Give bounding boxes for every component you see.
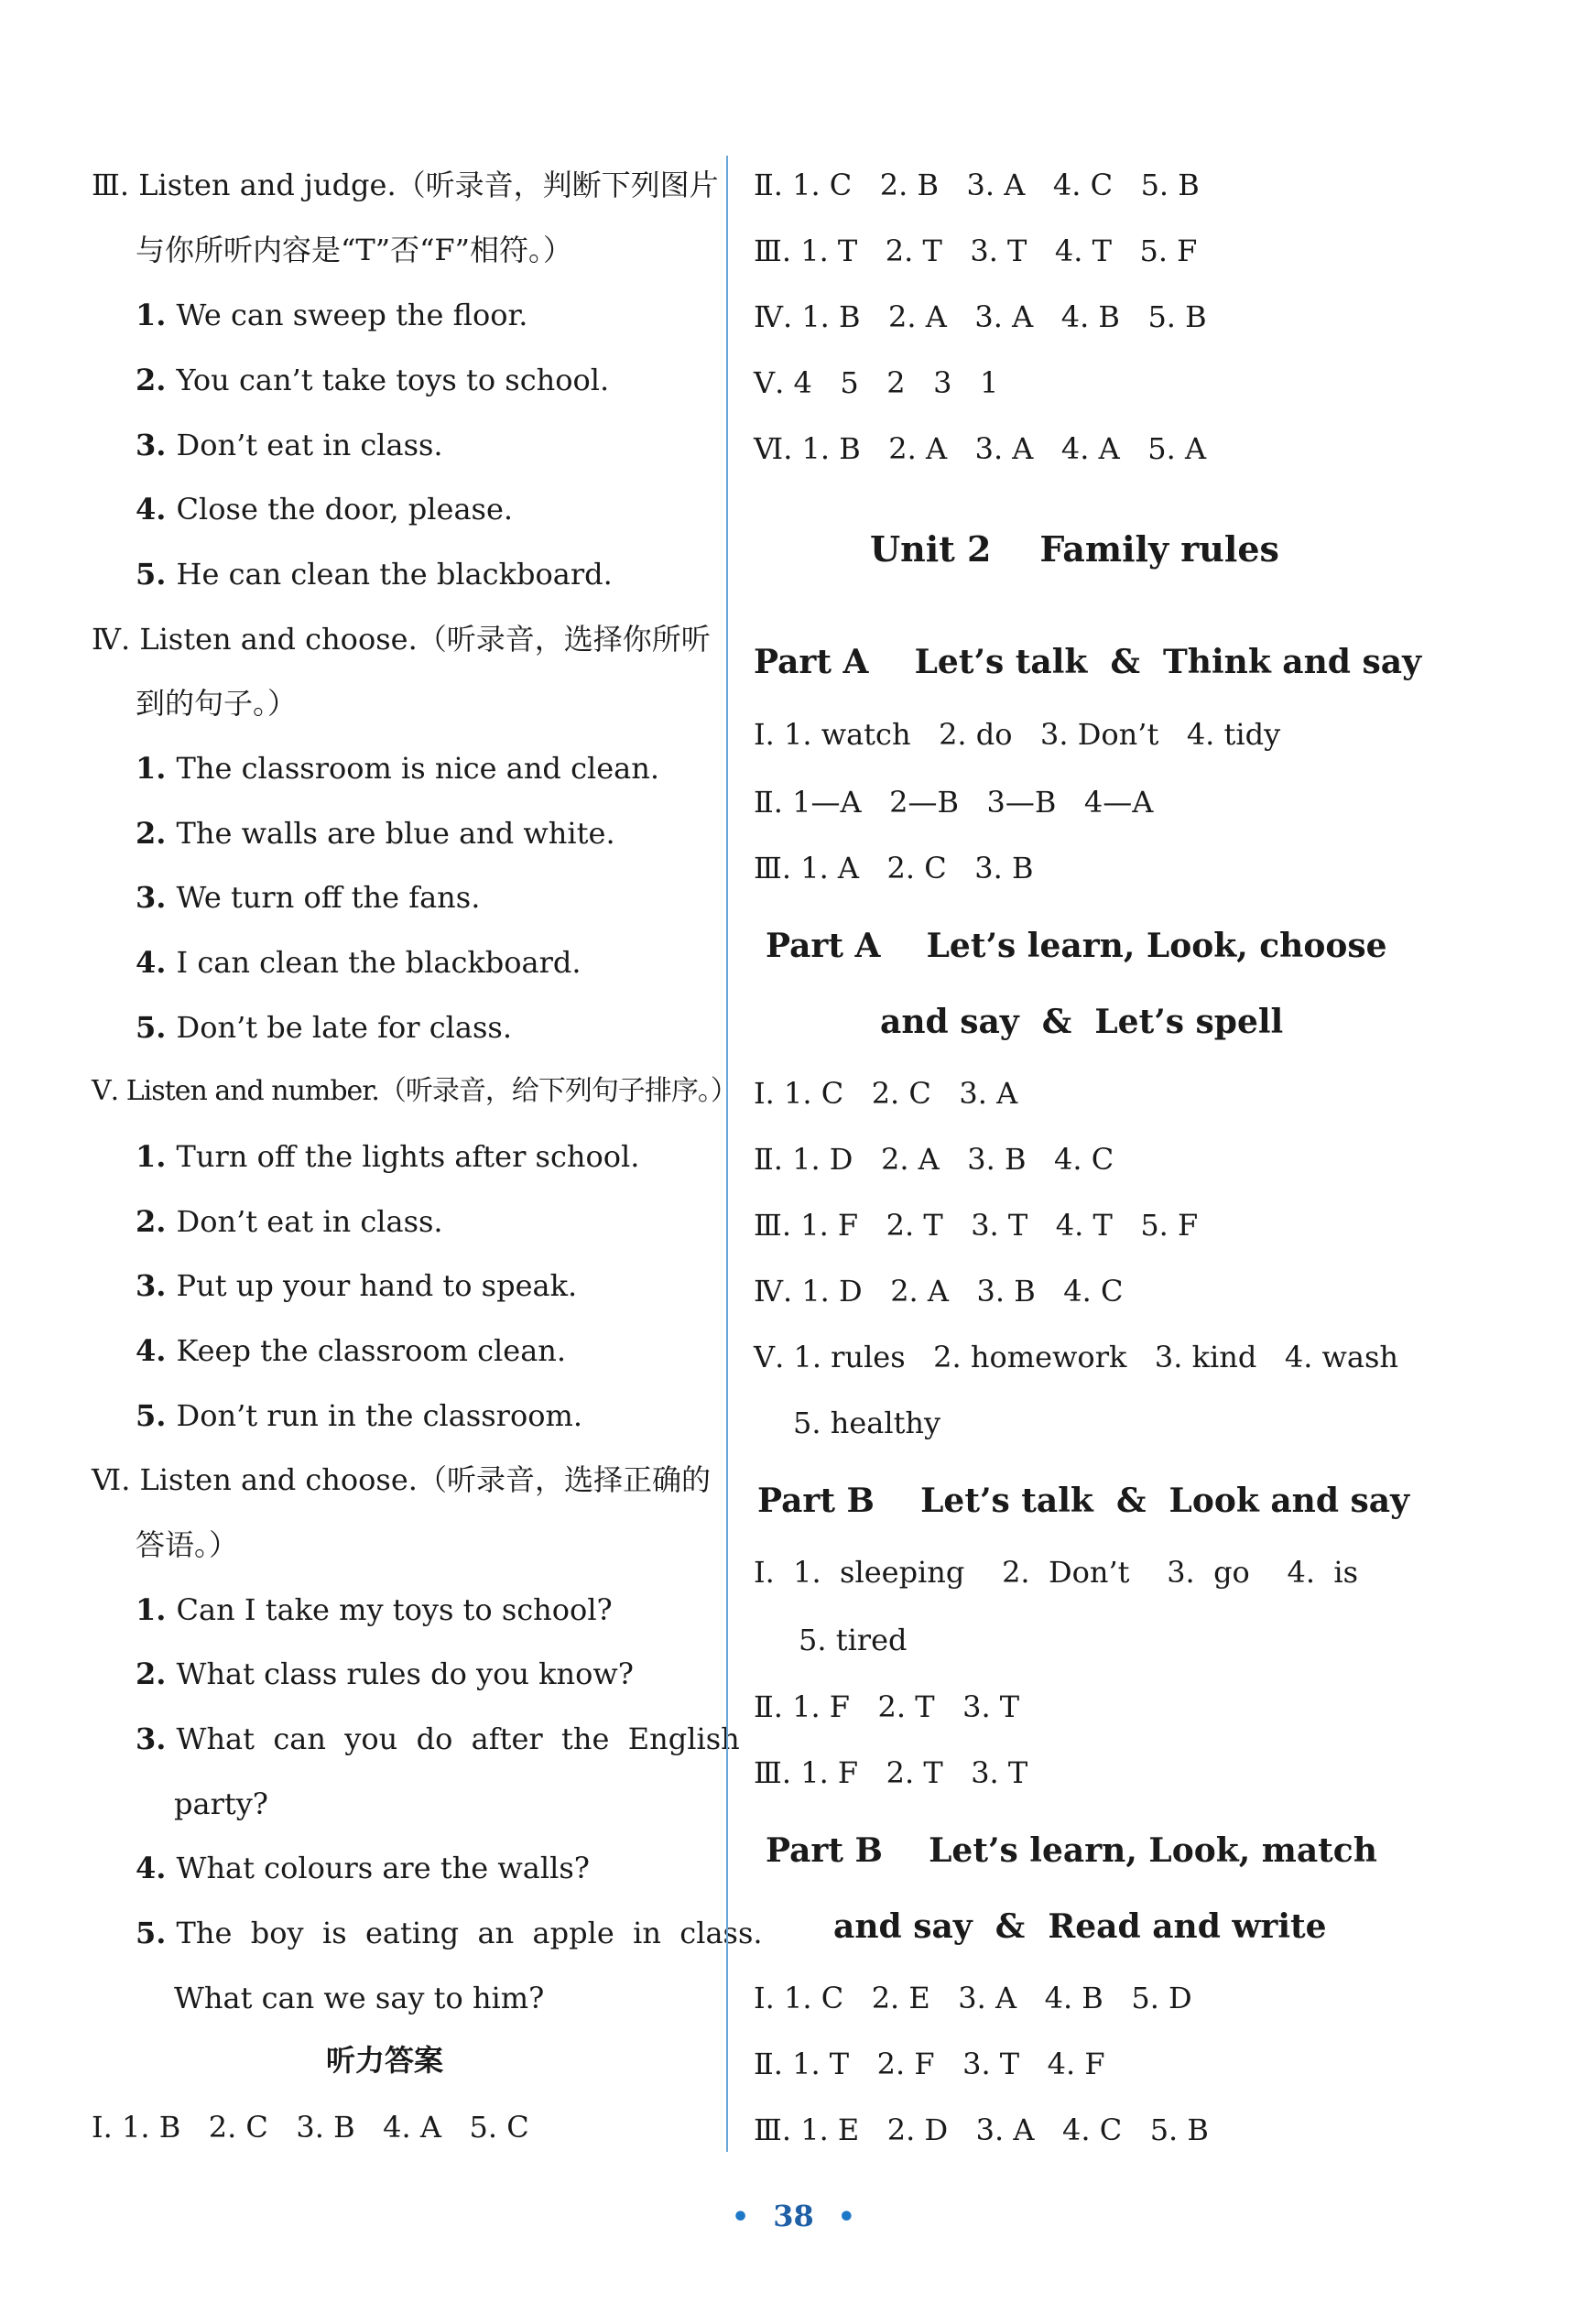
list-item: 1. The classroom is nice and clean. [136,751,660,786]
unit-title: Unit 2 Family rules [870,528,1279,570]
section-title-cont: 到的句子。） [136,686,298,721]
part-title: Part A Let’s talk & Think and say [754,643,1422,681]
list-item: 4. What colours are the walls? [136,1851,590,1885]
answer-row: Ⅰ. 1. C 2. C 3. A [754,1076,1018,1111]
list-item: 3. Put up your hand to speak. [136,1268,578,1303]
answer-row: Ⅰ. 1. B 2. C 3. B 4. A 5. C [92,2110,529,2145]
list-item: 4. Close the door, please. [136,492,514,527]
list-item-cont: What can we say to him? [174,1981,545,2015]
list-item: 1. Turn off the lights after school. [136,1139,640,1174]
list-item: 5. Don’t run in the classroom. [136,1398,582,1433]
answer-row: Ⅲ. 1. T 2. T 3. T 4. T 5. F [754,233,1198,268]
answer-row: Ⅰ. 1. C 2. E 3. A 4. B 5. D [754,1981,1192,2015]
answer-row: Ⅱ. 1—A 2—B 3—B 4—A [754,785,1154,820]
part-title: Part A Let’s learn, Look, choose [766,927,1387,965]
part-title-cont: and say & Let’s spell [880,1003,1284,1041]
list-item: 4. I can clean the blackboard. [136,945,582,980]
part-title-cont: and say & Read and write [833,1907,1327,1946]
answer-row-cont: 5. tired [799,1623,908,1657]
list-item: 2. What class rules do you know? [136,1656,634,1691]
list-item: 3. Don’t eat in class. [136,428,443,462]
section-title: Ⅳ. Listen and choose.（听录音，选择你所听 [92,622,711,657]
list-item: 5. The boy is eating an apple in class. [136,1916,763,1950]
list-item: 1. Can I take my toys to school? [136,1592,613,1627]
answer-row: Ⅱ. 1. D 2. A 3. B 4. C [754,1142,1114,1177]
section-title-cont: 答语。） [136,1527,239,1562]
section-title-cont: 与你所听内容是“T”否“F”相符。） [136,233,572,267]
list-item: 5. Don’t be late for class. [136,1010,512,1045]
column-divider [726,156,728,2152]
page-number: • 38 • [732,2199,855,2233]
list-item-cont: party? [174,1786,268,1821]
list-item: 2. You can’t take toys to school. [136,363,610,397]
answer-row: Ⅰ. 1. sleeping 2. Don’t 3. go 4. is [754,1555,1359,1590]
answers-heading: 听力答案 [326,2043,444,2078]
answer-row: Ⅱ. 1. C 2. B 3. A 4. C 5. B [754,168,1200,202]
answer-row: Ⅲ. 1. F 2. T 3. T 4. T 5. F [754,1208,1199,1243]
answer-row: Ⅱ. 1. T 2. F 3. T 4. F [754,2047,1105,2081]
answer-row: Ⅴ. 4 5 2 3 1 [754,365,999,400]
list-item: 1. We can sweep the floor. [136,298,528,332]
section-title: Ⅵ. Listen and choose.（听录音，选择正确的 [92,1462,711,1497]
part-title: Part B Let’s learn, Look, match [766,1831,1377,1870]
answer-row: Ⅳ. 1. B 2. A 3. A 4. B 5. B [754,299,1207,334]
list-item: 5. He can clean the blackboard. [136,557,613,592]
answer-row: Ⅱ. 1. F 2. T 3. T [754,1689,1020,1724]
answer-row: Ⅲ. 1. E 2. D 3. A 4. C 5. B [754,2112,1209,2147]
answer-row: Ⅳ. 1. D 2. A 3. B 4. C [754,1274,1124,1309]
list-item: 4. Keep the classroom clean. [136,1333,567,1368]
list-item: 3. What can you do after the English [136,1721,740,1756]
answer-row-cont: 5. healthy [793,1406,941,1440]
list-item: 2. Don’t eat in class. [136,1204,443,1239]
section-title: Ⅲ. Listen and judge.（听录音，判断下列图片 [92,168,719,202]
answer-row: Ⅵ. 1. B 2. A 3. A 4. A 5. A [754,431,1207,466]
answer-row: Ⅲ. 1. A 2. C 3. B [754,851,1034,885]
answer-row: Ⅲ. 1. F 2. T 3. T [754,1755,1028,1790]
answer-row: Ⅴ. 1. rules 2. homework 3. kind 4. wash [754,1340,1399,1374]
answer-row: Ⅰ. 1. watch 2. do 3. Don’t 4. tidy [754,717,1281,752]
list-item: 3. We turn off the fans. [136,880,481,915]
list-item: 2. The walls are blue and white. [136,816,615,851]
dot-icon: • [732,2201,750,2233]
dot-icon: • [837,2201,855,2233]
part-title: Part B Let’s talk & Look and say [757,1482,1410,1520]
section-title: Ⅴ. Listen and number.（听录音，给下列句子排序。） [92,1075,737,1107]
